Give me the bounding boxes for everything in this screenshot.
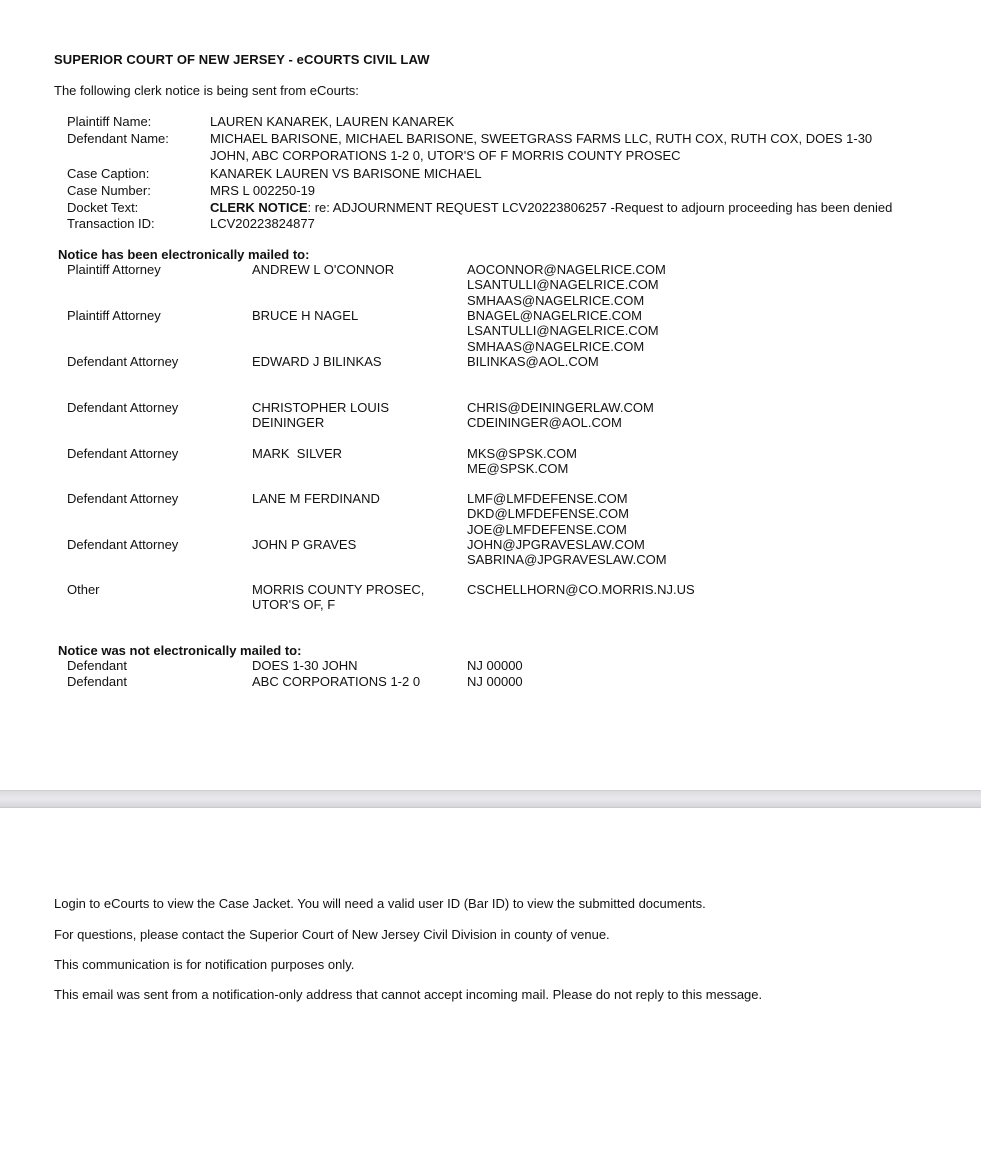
non-recipient-role: Defendant (67, 674, 127, 689)
footer-purpose-note: This communication is for notification purposes only. (54, 957, 355, 972)
recipient-email[interactable]: SMHAAS@NAGELRICE.COM (467, 292, 645, 308)
recipient-role: Defendant Attorney (67, 537, 179, 552)
recipient-emails (467, 491, 629, 537)
recipient-emails (467, 308, 659, 354)
recipient-role: Plaintiff Attorney (67, 262, 161, 277)
recipient-email[interactable]: SMHAAS@NAGELRICE.COM (467, 338, 645, 354)
recipient-name: LANE M FERDINAND (252, 491, 380, 506)
recipient-email[interactable]: AOCONNOR@NAGELRICE.COM (467, 262, 666, 277)
transaction-id-label: Transaction ID: (67, 216, 155, 231)
recipient-name: EDWARD J BILINKAS (252, 354, 382, 369)
recipient-name-line: CHRISTOPHER LOUIS (252, 400, 390, 415)
recipient-email[interactable]: JOE@LMFDEFENSE.COM (467, 521, 627, 537)
recipient-emails (467, 262, 666, 308)
non-recipient-name: ABC CORPORATIONS 1-2 0 (252, 674, 421, 689)
recipient-role: Plaintiff Attorney (67, 308, 161, 323)
recipient-email[interactable]: LSANTULLI@NAGELRICE.COM (467, 277, 659, 293)
recipient-email[interactable]: CDEININGER@AOL.COM (467, 415, 622, 431)
recipient-name-line: DEININGER (252, 415, 325, 430)
recipient-emails (467, 354, 599, 369)
footer-login-note: Login to eCourts to view the Case Jacket. You will need a valid user ID (Bar ID) to view the submitted documents. (54, 896, 706, 911)
page-divider (0, 790, 981, 808)
not-mailed-heading: Notice was not electronically mailed to: (58, 643, 302, 658)
recipient-role: Defendant Attorney (67, 491, 179, 506)
recipient-email[interactable]: CHRIS@DEININGERLAW.COM (467, 400, 654, 415)
non-recipient-name: DOES 1-30 JOHN (252, 658, 358, 673)
recipient-email[interactable]: DKD@LMFDEFENSE.COM (467, 506, 629, 522)
plaintiff-name-label: Plaintiff Name: (67, 114, 152, 129)
recipient-email[interactable]: JOHN@JPGRAVESLAW.COM (467, 537, 645, 552)
recipient-name: MARK SILVER (252, 446, 343, 461)
footer-questions-note: For questions, please contact the Superior Court of New Jersey Civil Division in county of venue. (54, 927, 610, 942)
docket-text-label: Docket Text: (67, 200, 139, 215)
notice-intro: The following clerk notice is being sent from eCourts: (54, 83, 359, 98)
docket-text-value (210, 200, 892, 217)
case-number-value: MRS L 002250-19 (210, 183, 316, 198)
non-recipient-address: NJ 00000 (467, 658, 523, 673)
non-recipient-role: Defendant (67, 658, 127, 673)
recipient-email[interactable]: ME@SPSK.COM (467, 461, 569, 477)
docket-text: : re: ADJOURNMENT REQUEST LCV20223806257 -Request to adjourn proceeding has been denied (307, 200, 893, 215)
defendant-name-label: Defendant Name: (67, 131, 169, 146)
footer-noreply-note: This email was sent from a notification-only address that cannot accept incoming mail. Please do not reply to this message. (54, 987, 763, 1002)
case-caption-value: KANAREK LAUREN VS BARISONE MICHAEL (210, 166, 482, 181)
mailed-heading: Notice has been electronically mailed to: (58, 247, 310, 262)
recipient-name (252, 582, 424, 612)
defendant-name-value-line2: JOHN, ABC CORPORATIONS 1-2 0, UTOR'S OF F MORRIS COUNTY PROSEC (210, 148, 681, 163)
recipient-name (252, 400, 389, 430)
transaction-id-value: LCV20223824877 (210, 216, 315, 231)
recipient-email[interactable]: BNAGEL@NAGELRICE.COM (467, 308, 643, 323)
recipient-name-line: UTOR'S OF, F (252, 597, 336, 612)
recipient-role: Other (67, 582, 100, 597)
recipient-email[interactable]: MKS@SPSK.COM (467, 446, 577, 461)
recipient-email[interactable]: BILINKAS@AOL.COM (467, 354, 599, 369)
non-recipient-address: NJ 00000 (467, 674, 523, 689)
notice-title: SUPERIOR COURT OF NEW JERSEY - eCOURTS CIVIL LAW (54, 52, 430, 67)
recipient-emails (467, 446, 577, 477)
recipient-emails (467, 400, 654, 431)
plaintiff-name-value: LAUREN KANAREK, LAUREN KANAREK (210, 114, 455, 129)
recipient-role: Defendant Attorney (67, 354, 179, 369)
recipient-emails (467, 582, 695, 597)
docket-keyword: CLERK NOTICE (210, 200, 308, 215)
recipient-name-line: MORRIS COUNTY PROSEC, (252, 582, 425, 597)
recipient-email[interactable]: LSANTULLI@NAGELRICE.COM (467, 323, 659, 339)
recipient-name: BRUCE H NAGEL (252, 308, 359, 323)
recipient-name: JOHN P GRAVES (252, 537, 357, 552)
recipient-emails (467, 537, 667, 568)
recipient-role: Defendant Attorney (67, 400, 179, 415)
recipient-email[interactable]: LMF@LMFDEFENSE.COM (467, 491, 628, 506)
recipient-email[interactable]: SABRINA@JPGRAVESLAW.COM (467, 552, 667, 568)
recipient-role: Defendant Attorney (67, 446, 179, 461)
defendant-name-value-line1: MICHAEL BARISONE, MICHAEL BARISONE, SWEETGRASS FARMS LLC, RUTH COX, RUTH COX, DOES 1-30 (210, 131, 873, 146)
case-caption-label: Case Caption: (67, 166, 150, 181)
case-number-label: Case Number: (67, 183, 151, 198)
recipient-name: ANDREW L O'CONNOR (252, 262, 395, 277)
recipient-email[interactable]: CSCHELLHORN@CO.MORRIS.NJ.US (467, 582, 695, 597)
